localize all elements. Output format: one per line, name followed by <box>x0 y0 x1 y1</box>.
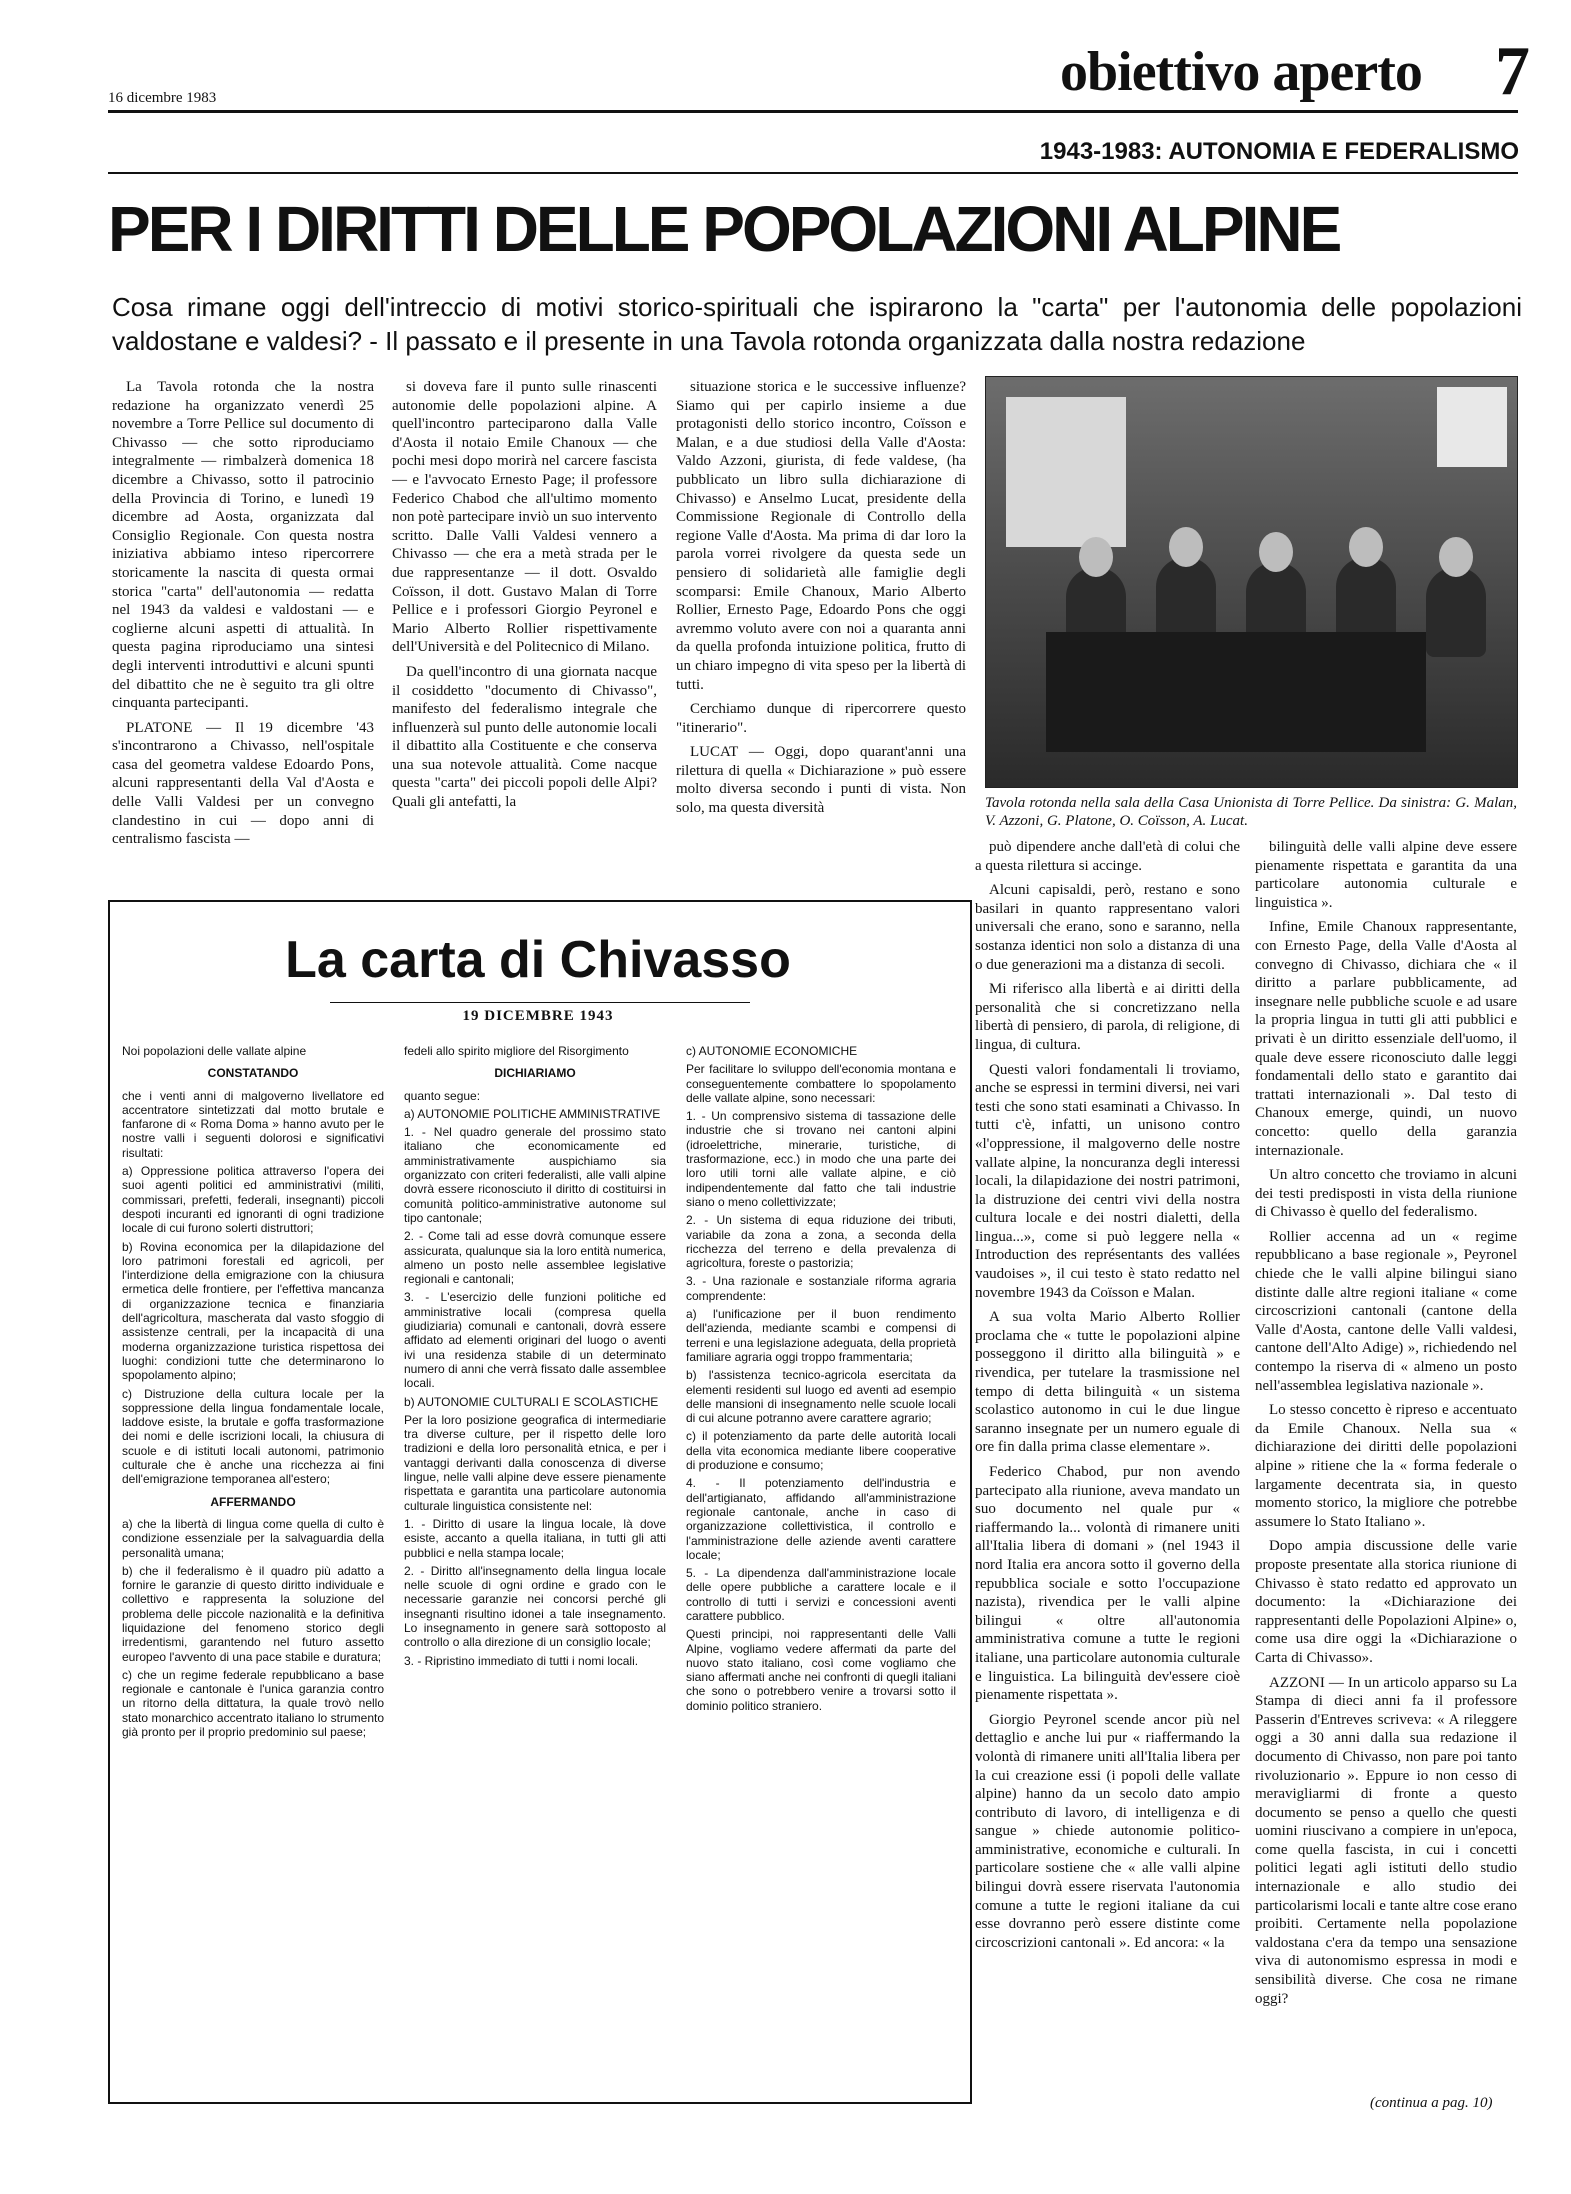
photo-poster <box>1437 387 1507 467</box>
carta-paragraph: Per la loro posizione geografica di intermediarie tra diverse culture, per il rispetto delle loro tradizioni e della loro personalità etnica, e per i vantaggi derivanti dalla conoscenza di diverse lingue, nelle valli alpine deve essere pienamente rispettata e garantita una particolare autonomia culturale linguistica consistente nel: <box>404 1412 666 1513</box>
carta-paragraph: a) AUTONOMIE POLITICHE AMMINISTRATIVE <box>404 1106 661 1121</box>
article-column-3 <box>676 378 966 896</box>
carta-paragraph: 2. - Diritto all'insegnamento della lingua locale nelle scuole di ogni ordine e grado con le necessarie garanzie nei concorsi perché gli insegnanti risultino idonei a tale insegnamento. Lo insegnamento in genere sarà sottoposto al controllo o alla direzione di un consiglio locale; <box>404 1563 666 1650</box>
carta-paragraph: fedeli allo spirito migliore del Risorgimento <box>404 1044 629 1058</box>
article-paragraph: bilinguità delle valli alpine deve essere pienamente rispettata e garantita da una particolare autonomia culturale e linguistica ». <box>1255 839 1517 911</box>
article-paragraph: A sua volta Mario Alberto Rollier proclama che « tutte le popolazioni alpine posseggono il diritto alla bilinguità » e rivendica, per tutelare la trasmissione nel tempo di detta bilinguità « un sistema scolastico autonomo in cui le due lingue saranno insegnate per un numero eguale di ore fin dalla prima classe elementare ». <box>975 1309 1240 1456</box>
article-column-2 <box>392 378 657 896</box>
photo-table <box>1046 632 1426 752</box>
carta-paragraph: che i venti anni di malgoverno livellatore ed accentratore sintetizzati dal motto brutale e fanfarone di « Roma Doma » hanno avuto per le nostre valli i seguenti dolorosi e significativi risultati: <box>122 1088 384 1160</box>
carta-paragraph: c) Distruzione della cultura locale per la soppressione della lingua fondamentale locale, laddove esiste, la brutale e goffa trasformazione dei nomi e delle iscrizioni locali, la chiusura di scuole e di istituti locali autonomi, patrimonio culturale che è anche una ricchezza ai fini dell'emigrazione temporanea all'estero; <box>122 1386 384 1487</box>
article-paragraph: Lo stesso concetto è ripreso e accentuato da Emile Chanoux. Nella sua « dichiarazione dei diritti delle popolazioni alpine » ritiene che la « forma federale o largamente decentrata sia, in questo momento storico, la migliore che potrebbe assumere lo Stato Italiano ». <box>1255 1402 1517 1530</box>
carta-paragraph: quanto segue: <box>404 1088 481 1103</box>
photo-person <box>1426 567 1486 657</box>
masthead-title: obiettivo aperto <box>1060 41 1422 103</box>
carta-paragraph: c) AUTONOMIE ECONOMICHE <box>686 1044 858 1058</box>
section-kicker: 1943-1983: AUTONOMIA E FEDERALISMO <box>1039 138 1519 165</box>
article-paragraph: Dopo ampia discussione delle varie proposte presentate alla storica riunione di Chivasso è stato redatto ed approvato un documento: la «Dichiarazione dei rappresentanti delle Popolazioni Alpine» o, come usa dire oggi la «Dichiarazione o Carta di Chivasso». <box>1255 1538 1517 1666</box>
carta-title: La carta di Chivasso <box>285 931 791 989</box>
carta-paragraph: b) Rovina economica per la dilapidazione del loro patrimoni forestali ed agricoli, per l'interdizione della emigrazione con la chiusura ermetica delle frontiere, per l'effettiva mancanza di organizzazione tecnica e finanziaria dell'agricoltura, mascherata dal vasto sfoggio di assistenze centrali, per la incapacità di una moderna organizzazione turistica rispettosa dei luoghi: condizioni tutte che determinarono lo spopolamento alpino; <box>122 1239 384 1383</box>
carta-paragraph: a) Oppressione politica attraverso l'opera dei suoi agenti politici ed amministrativi (militi, commissari, prefetti, federali, insegnanti) piccoli despoti incuranti ed ignoranti di ogni tradizione locale di cui furono solerti distruttori; <box>122 1164 384 1236</box>
carta-paragraph: 3. - Ripristino immediato di tutti i nomi locali. <box>404 1653 639 1668</box>
article-paragraph: La Tavola rotonda che la nostra redazione ha organizzato venerdì 25 novembre a Torre Pellice sul documento di Chivasso — che sotto riproduciamo integralmente — rimbalzerà domenica 18 dicembre a Chivasso, sotto il patrocinio della Provincia di Torino, e lunedì 19 dicembre ad Aosta, organizzata dal Consiglio Regionale. Con questa nostra iniziativa abbiamo inteso ripercorrere storicamente la nascita di questa ormai storica "carta" dell'autonomia — redatta nel 1943 da valdesi e valdostani — e coglierne alcuni aspetti di attualità. In questa pagina riproduciamo una sintesi degli interventi introduttivi e alcuni spunti del dibattito che ne è seguito tra gli oltre cinquanta partecipanti. <box>112 379 374 712</box>
kicker-rule <box>108 172 1518 174</box>
article-column-4 <box>975 838 1240 2128</box>
article-paragraph: LUCAT — Oggi, dopo quarant'anni una rilettura di quella « Dichiarazione » può essere molto diversa secondo i punti di vista. Non solo, ma questa diversità <box>676 744 966 817</box>
carta-paragraph: 3. - L'esercizio delle funzioni politiche ed amministrative locali (compresa quella giudiziaria) comunali e cantonali, dovrà essere affidato ad elementi originari del luogo o aventi ivi una residenza stabile di un determinato numero di anni che verrà fissato dalle assemblee locali. <box>404 1290 666 1391</box>
carta-paragraph: b) che il federalismo è il quadro più adatto a fornire le garanzie di questo diritto individuale e collettivo e rappresenta la soluzione del problema delle piccole nazionalità e la definitiva liquidazione del fenomeno storico degli irredentismi, garantendo nel futuro assetto europeo l'avvento di una pace stabile e duratura; <box>122 1563 384 1664</box>
article-paragraph: situazione storica e le successive influenze? Siamo qui per capirlo insieme a due protagonisti dello storico incontro, Coïsson e Malan, e a due studiosi della Valle d'Aosta: Valdo Azzoni, giurista, di fede valdese, (ha pubblicato un libro sulla dichiarazione di Chivasso) e Anselmo Lucat, presidente della Commissione Regionale di Controllo della regione Valle d'Aosta. Ma prima di dar loro la parola vorrei rivolgere da questa sede un pensiero di solidarietà alle famiglie degli scomparsi: Emile Chanoux, Mario Alberto Rollier, Ernesto Page, Edoardo Pons che oggi avremmo voluto avere con noi a quaranta anni da quella profonda intuizione politica, frutto di un chiaro impegno di vita speso per la libertà di tutti. <box>676 379 966 693</box>
article-column-5 <box>1255 838 1517 2100</box>
article-paragraph: Cerchiamo dunque di ripercorrere questo "itinerario". <box>676 701 966 736</box>
headline: PER I DIRITTI DELLE POPOLAZIONI ALPINE <box>108 193 1340 265</box>
carta-paragraph: Per facilitare lo sviluppo dell'economia montana e conseguentemente combattere lo spopolamento delle vallate alpine, sono necessari: <box>686 1062 956 1105</box>
carta-paragraph: a) che la libertà di lingua come quella di culto è condizione essenziale per la salvaguardia della personalità umana; <box>122 1516 384 1560</box>
roundtable-photo <box>985 376 1518 788</box>
article-paragraph: Federico Chabod, pur non avendo partecipato alla riunione, aveva mandato un suo documento nel quale pur « riaffermando la... volontà di rimanere uniti all'Italia libera di domani » (nel 1943 il nord Italia era ancora sotto il governo della repubblica sociale e sotto l'occupazione nazista), rivendica per le valli alpine bilingui « oltre all'autonomia amministrativa comune a tutte le regioni italiane, una particolare autonomia culturale e linguistica. La bilinguità dev'essere cioè pienamente rispettata ». <box>975 1464 1240 1704</box>
photo-head <box>1439 537 1473 577</box>
carta-paragraph: Questi principi, noi rappresentanti delle Valli Alpine, vogliamo vedere affermati da parte del nuovo stato italiano, così come vogliamo che siano affermati anche nei confronti di quegli italiani che sono o potrebbero venire a trovarsi sotto il dominio politico straniero. <box>686 1627 956 1713</box>
photo-caption: Tavola rotonda nella sala della Casa Unionista di Torre Pellice. Da sinistra: G. Malan, V. Azzoni, G. Platone, O. Coïsson, A. Lucat. <box>985 795 1517 829</box>
carta-column-1 <box>122 1044 384 2094</box>
carta-section-heading: CONSTATANDO <box>207 1066 299 1081</box>
photo-head <box>1079 537 1113 577</box>
carta-paragraph: 1. - Nel quadro generale del prossimo stato italiano che economicamente ed amministrativamente auspichiamo sia organizzato con criteri federalisti, alle valli alpine dovrà essere riconosciuto il diritto di costituirsi in comunità politico-amministrative autonome sul tipo cantonale; <box>404 1125 666 1225</box>
continued-note: (continua a pag. 10) <box>1370 2095 1493 2111</box>
photo-head <box>1259 532 1293 572</box>
issue-date: 16 dicembre 1983 <box>108 90 217 106</box>
article-paragraph: può dipendere anche dall'età di colui che a questa rilettura si accinge. <box>975 839 1240 874</box>
article-column-1 <box>112 378 374 896</box>
carta-column-3 <box>686 1044 956 2094</box>
carta-title-rule <box>330 1002 750 1003</box>
article-paragraph: AZZONI — In un articolo apparso su La Stampa di dieci anni fa il professore Passerin d'Entreves scriveva: « A rileggere oggi a 30 anni dalla sua redazione il documento di Chivasso, non pare poi tanto rivoluzionario ». Eppure io non cesso di meravigliarmi di fronte a questo documento se penso a quello che questi uomini riuscivano a compiere in un'epoca, come quella fascista, in cui i concetti politici legati agli istituti dello studio internazionale e allo studio dei particolarismi locali e tante altre cose erano proibiti. Certamente nella popolazione valdostana c'era da tempo una sensazione viva di autonomismo espressa in modi e sensibilità diverse. Che cosa ne rimane oggi? <box>1255 1674 1517 2007</box>
article-paragraph: si doveva fare il punto sulle rinascenti autonomie delle popolazioni alpine. A quell'incontro parteciparono dalla Valle d'Aosta il notaio Emile Chanoux — che pochi mesi dopo morirà nel carcere fascista — e l'avvocato Ernesto Page; il professore Federico Chabod che all'ultimo momento non potè partecipare inviò un suo intervento scritto. Dalle Valli Valdesi vennero a Chivasso — che era a metà strada per le due rappresentanze — il dott. Osvaldo Coïsson, il dott. Gustavo Malan di Torre Pellice e i professori Giorgio Peyronel e Mario Alberto Rollier rispettivamente dell'Università e del Politecnico di Milano. <box>392 379 657 656</box>
photo-head <box>1169 527 1203 567</box>
page-number: 7 <box>1495 33 1530 110</box>
carta-section-heading: AFFERMANDO <box>210 1494 296 1509</box>
photo-window <box>1006 397 1126 547</box>
article-paragraph: Un altro concetto che troviamo in alcuni dei testi predisposti in vista della riunione di Chivasso è quello del federalismo. <box>1255 1167 1517 1221</box>
article-paragraph: Alcuni capisaldi, però, restano e sono basilari in quanto rappresentano valori universali che erano, sono e saranno, nella sostanza identici non solo a distanza di una o due generazioni ma a distanza di secoli. <box>975 882 1240 973</box>
carta-paragraph: 2. - Come tali ad esse dovrà comunque essere assicurata, qualunque sia la loro entità numerica, almeno un posto nelle assemblee legislative regionali e cantonali; <box>404 1229 666 1287</box>
carta-paragraph: b) l'assistenza tecnico-agricola esercitata da elementi residenti sul luogo ed aventi ad esempio delle mansioni di insegnamento nelle scuole locali di cui alcune potranno avere carattere agrario; <box>686 1368 956 1426</box>
carta-column-2 <box>404 1044 666 2094</box>
carta-paragraph: 2. - Un sistema di equa riduzione dei tributi, variabile da zona a zona, a seconda della ricchezza del terreno e della prevalenza di agricoltura, foreste o pastorizia; <box>686 1213 956 1271</box>
article-paragraph: PLATONE — Il 19 dicembre '43 s'incontrarono a Chivasso, nell'ospitale casa del geometra valdese Edoardo Pons, alcuni rappresentanti della Val d'Aosta e delle Valli Valdesi per un convegno clandestino in cui — dopo anni di centralismo fascista — <box>112 719 374 848</box>
carta-paragraph: 5. - La dipendenza dall'amministrazione locale delle opere pubbliche a carattere locale e il controllo di tutti i servizi e concessioni aventi carattere pubblico. <box>686 1566 956 1623</box>
carta-paragraph: 1. - Un comprensivo sistema di tassazione delle industrie che si trovano nei cantoni alpini (idroelettriche, minerarie, turistiche, di trasformazione, ecc.) in modo che una parte dei loro utili torni alle vallate alpine, e ciò indipendentemente dal fatto che tali industrie siano o meno collettivizzate; <box>686 1109 956 1209</box>
article-paragraph: Questi valori fondamentali li troviamo, anche se espressi in termini diversi, nei vari testi che sono stati esaminati a Chivasso. In tutti c'è, infatti, un unisono contro «l'oppressione, il malgoverno delle nostre vallate alpine, la noncuranza degli interessi locali, la dilapidazione dei nostri patrimoni, la distruzione dei centri vivi della nostra cultura locale e dei nostri dialetti, della lingua...», come si può leggere nella « Introduction des représentants des vallées vaudoises », il cui testo è stato redatto nel novembre 1943 da Coïsson e Malan. <box>975 1061 1240 1301</box>
masthead-rule <box>108 110 1518 113</box>
carta-paragraph: 3. - Una razionale e sostanziale riforma agraria comprendente: <box>686 1274 956 1303</box>
carta-paragraph: b) AUTONOMIE CULTURALI E SCOLASTICHE <box>404 1394 659 1409</box>
carta-paragraph: c) che un regime federale repubblicano a base regionale e cantonale è l'unica garanzia contro un ritorno della dittatura, la quale trovò nello stato monarchico accentrato italiano lo strumento già pronto per il proprio predominio sul paese; <box>122 1667 384 1740</box>
article-paragraph: Rollier accenna ad un « regime repubblicano a base regionale », Peyronel chiede che le valli alpine bilingui siano distinte dalle altre regioni italiane « come circoscrizioni cantonali (cantone della Valle d'Aosta, cantone delle Valli valdesi, cantone dell'Alto Adige) », richiedendo nel contempo la riserva di « almeno un posto nell'assemblea legislativa nazionale ». <box>1255 1228 1517 1394</box>
carta-date: 19 DICEMBRE 1943 <box>462 1008 614 1024</box>
photo-head <box>1349 527 1383 567</box>
article-paragraph: Giorgio Peyronel scende ancor più nel dettaglio e anche lui pur « riaffermando la volontà di rimanere uniti all'Italia libera per la cui creazione essi (i popoli delle vallate alpine) hanno da un secolo dato ampio contributo di lavoro, di intelligenza e di sangue » chiede autonomie politico-amministrative, economiche e culturali. In particolare sostiene che « alle valli alpine bilingui dovrà essere riservata l'autonomia comune a tutte le regioni italiane da cui esse dovranno però essere distinte come circoscrizioni cantonali ». Ed ancora: « la <box>975 1711 1240 1951</box>
article-paragraph: Da quell'incontro di una giornata nacque il cosiddetto "documento di Chivasso", manifesto del federalismo integrale che influenzerà sul punto delle autonomie locali il dibattito alla Costituente e che conserva una sua notevole attualità. Come nacque questa "carta" dei piccoli popoli delle Alpi? Quali gli antefatti, la <box>392 663 657 811</box>
carta-section-heading: DICHIARIAMO <box>494 1066 576 1081</box>
carta-paragraph: c) il potenziamento da parte delle autorità locali della vita economica mediante libere cooperative di produzione e consumo; <box>686 1429 956 1473</box>
article-paragraph: Infine, Emile Chanoux rappresentante, con Ernesto Page, della Valle d'Aosta al convegno di Chivasso, dichiara che « il diritto a parlare pubblicamente, ad insegnare nelle pubbliche scuole e ad usare la propria lingua in tutti gli atti pubblici e privati è un diritto essenziale dell'uomo, il quale deve essere riconosciuto dalle leggi fondamentali dello stato e garantito dai trattati internazionali ». Dal testo di Chanoux emerge, quindi, un nuovo concetto: quello della garanzia internazionale. <box>1255 919 1517 1159</box>
carta-paragraph: 1. - Diritto di usare la lingua locale, là dove esiste, accanto a quella italiana, in tutti gli atti pubblici e nella stampa locale; <box>404 1516 666 1560</box>
standfirst: Cosa rimane oggi dell'intreccio di motivi storico-spirituali che ispirarono la "carta" per l'autonomia delle popolazioni valdostane e valdesi? - Il passato e il presente in una Tavola rotonda organizzata dalla nostra redazione <box>112 292 1522 356</box>
carta-paragraph: 4. - Il potenziamento dell'industria e dell'artigianato, affidando all'amministrazione regionale cantonale, anche in caso di organizzazione collettivistica, il controllo e l'amministrazione delle aziende aventi carattere locale; <box>686 1476 956 1562</box>
carta-paragraph: Noi popolazioni delle vallate alpine <box>122 1044 307 1058</box>
article-paragraph: Mi riferisco alla libertà e ai diritti della personalità che si concretizzano nella libertà di pensiero, di parola, di religione, di lingua, di cultura. <box>975 981 1240 1053</box>
carta-paragraph: a) l'unificazione per il buon rendimento dell'azienda, mediante scambi e compensi di terreni e una legislazione adeguata, della proprietà familiare agraria oggi troppo frammentaria; <box>686 1307 956 1364</box>
